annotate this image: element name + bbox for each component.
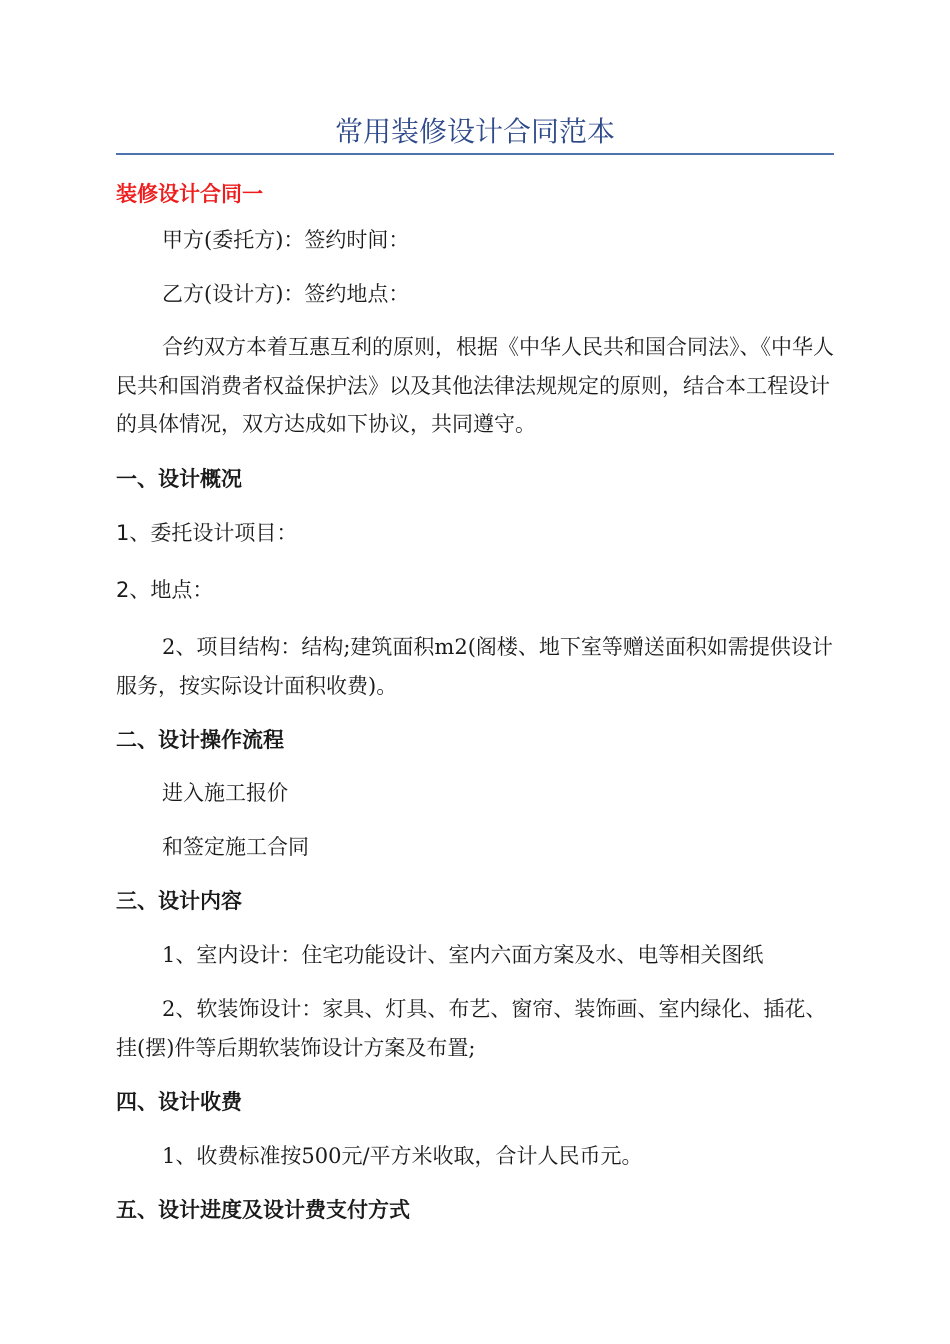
section-3-item-1: 1、室内设计：住宅功能设计、室内六面方案及水、电等相关图纸 <box>162 943 764 967</box>
document-title: 常用装修设计合同范本 <box>334 115 615 148</box>
section-2-line-1: 进入施工报价 <box>162 781 288 805</box>
section-1-item-3: 2、项目结构：结构;建筑面积m2(阁楼、地下室等赠送面积如需提供设计服务，按实际设计面积收费)。 <box>116 635 833 698</box>
section-heading-4: 四、设计收费 <box>116 1090 242 1114</box>
document-page <box>116 0 834 1344</box>
party-b-line: 乙方(设计方)：签约地点： <box>162 282 410 306</box>
section-2-line-2: 和签定施工合同 <box>162 835 309 859</box>
section-heading-2: 二、设计操作流程 <box>116 728 284 752</box>
section-1-item-1: 1、委托设计项目： <box>116 521 298 545</box>
section-heading-5: 五、设计进度及设计费支付方式 <box>116 1198 410 1222</box>
title-divider <box>116 153 834 155</box>
section-1-item-2: 2、地点： <box>116 578 214 602</box>
section-3-item-2: 2、软装饰设计：家具、灯具、布艺、窗帘、装饰画、室内绿化、插花、挂(摆)件等后期软装饰设计方案及布置; <box>116 997 827 1060</box>
section-4-item-1: 1、收费标准按500元/平方米收取，合计人民币元。 <box>162 1144 643 1168</box>
intro-paragraph: 合约双方本着互惠互利的原则，根据《中华人民共和国合同法》、《中华人民共和国消费者权益保护法》以及其他法律法规规定的原则，结合本工程设计的具体情况，双方达成如下协议，共同遵守。 <box>116 335 834 436</box>
party-a-line: 甲方(委托方)：签约时间： <box>162 228 410 252</box>
contract-subtitle: 装修设计合同一 <box>116 182 263 206</box>
section-heading-3: 三、设计内容 <box>116 889 242 913</box>
section-heading-1: 一、设计概况 <box>116 467 242 491</box>
